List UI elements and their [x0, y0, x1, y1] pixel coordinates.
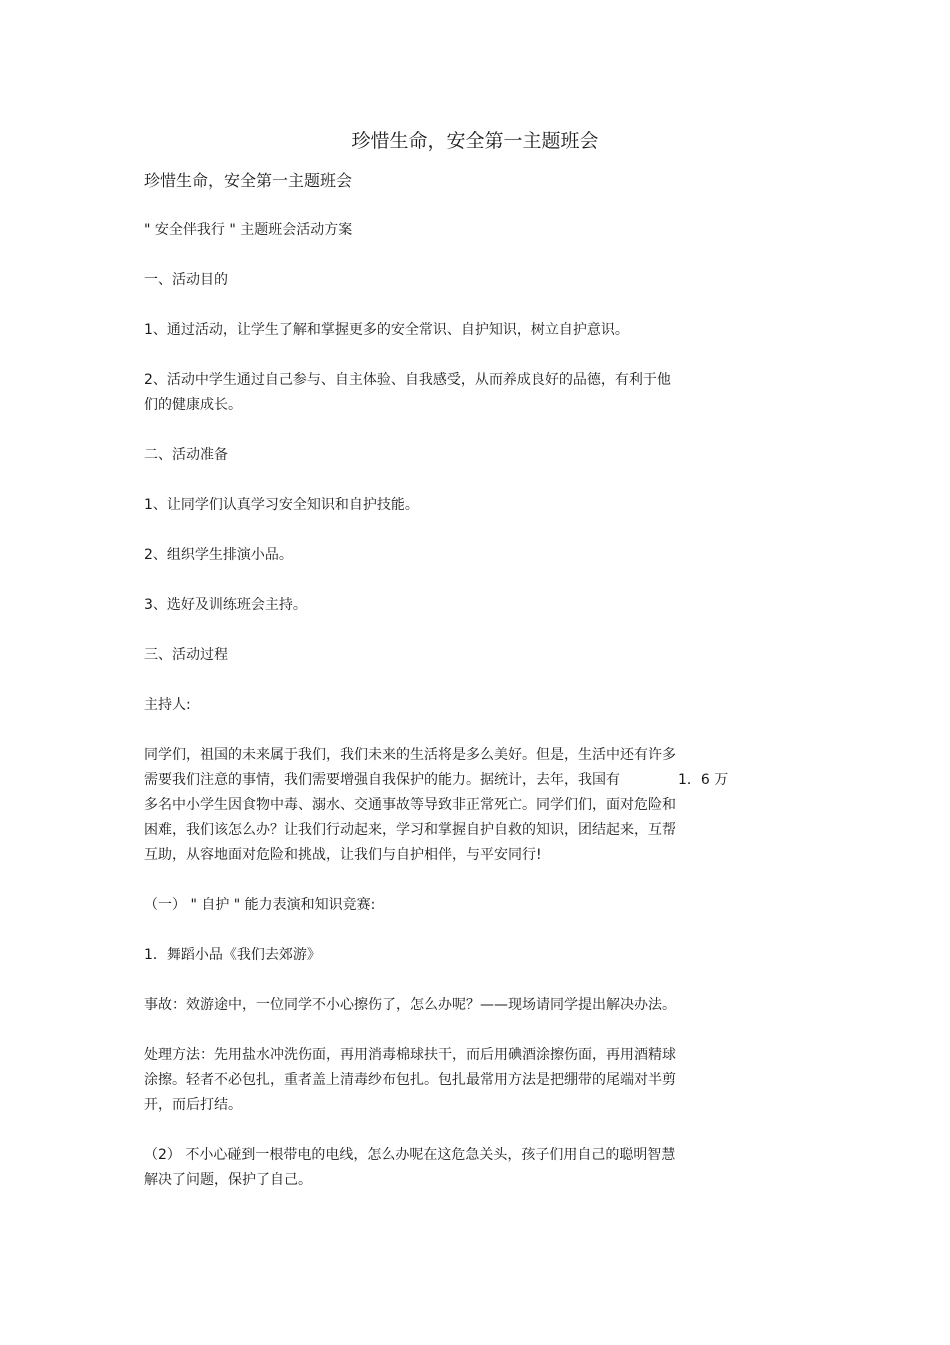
treatment-line-1: 处理方法：先用盐水冲洗伤面，再用消毒棉球扶干，而后用碘酒涂擦伤面，再用酒精球 [144, 1047, 676, 1063]
activity-item-2 [144, 1143, 804, 1193]
section-heading-purpose: 一、活动目的 [144, 272, 228, 288]
section-heading-preparation: 二、活动准备 [144, 447, 228, 463]
intro-line-1: 同学们，祖国的未来属于我们，我们未来的生活将是多么美好。但是，生活中还有许多 [144, 747, 676, 763]
intro-line-3: 多名中小学生因食物中毒、溺水、交通事故等导致非正常死亡。同学们们，面对危险和 [144, 797, 676, 813]
purpose-item-2-line-2: 们的健康成长。 [144, 397, 242, 413]
section-heading-process: 三、活动过程 [144, 647, 228, 663]
activity-item-1: 1．舞蹈小品《我们去郊游》 [144, 947, 321, 963]
treatment-line-2: 涂擦。轻者不必包扎，重者盖上清毒纱布包扎。包扎最常用方法是把绷带的尾端对半剪 [144, 1072, 676, 1088]
plan-title: " 安全伴我行 " 主题班会活动方案 [144, 222, 353, 238]
document-title: 珍惜生命，安全第一主题班会 [351, 130, 599, 152]
document-subtitle: 珍惜生命，安全第一主题班会 [144, 171, 353, 190]
host-label: 主持人: [144, 697, 191, 713]
treatment-method [144, 1043, 804, 1118]
purpose-item-1: 1、通过活动，让学生了解和掌握更多的安全常识、自护知识，树立自护意识。 [144, 322, 629, 338]
accident-text: 事故：效游途中，一位同学不小心擦伤了，怎么办呢？——现场请同学提出解决办法。 [144, 997, 676, 1013]
intro-paragraph [144, 743, 804, 868]
intro-line-5: 互助，从容地面对危险和挑战，让我们与自护相伴，与平安同行! [144, 847, 542, 863]
activity-item-2-line-1: （2） 不小心碰到一根带电的电线，怎么办呢在这危急关头，孩子们用自己的聪明智慧 [144, 1147, 676, 1163]
intro-line-2 [144, 768, 804, 793]
prep-item-3: 3、选好及训练班会主持。 [144, 597, 307, 613]
treatment-line-3: 开，而后打结。 [144, 1097, 242, 1113]
intro-line-2-text: 需要我们注意的事情，我们需要增强自我保护的能力。据统计，去年，我国有 [144, 772, 620, 788]
intro-line-4: 困难，我们该怎么办？让我们行动起来，学习和掌握自护自救的知识，团结起来，互帮 [144, 822, 676, 838]
purpose-item-2-line-1: 2、活动中学生通过自己参与、自主体验、自我感受，从而养成良好的品德，有利于他 [144, 372, 671, 388]
intro-line-2-number: 1．6 万 [678, 772, 729, 788]
document-body [144, 170, 804, 1218]
prep-item-1: 1、让同学们认真学习安全知识和自护技能。 [144, 497, 419, 513]
activity-item-2-line-2: 解决了问题，保护了自己。 [144, 1172, 312, 1188]
part1-heading: （一） " 自护 " 能力表演和知识竞赛: [144, 897, 376, 913]
prep-item-2: 2、组织学生排演小品。 [144, 547, 293, 563]
purpose-item-2 [144, 368, 804, 418]
